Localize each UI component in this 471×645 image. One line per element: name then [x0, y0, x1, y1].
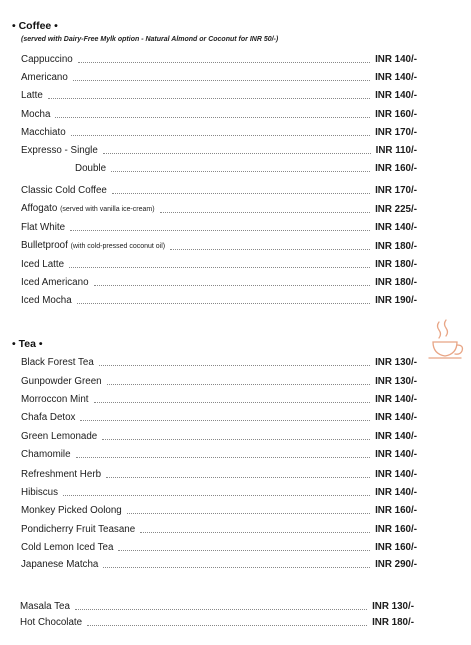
menu-item-bulletproof: [21, 239, 417, 253]
item-price: INR 160/-: [375, 505, 417, 516]
item-price: INR 130/-: [375, 357, 417, 368]
leader-dots: [102, 439, 370, 440]
leader-dots: [87, 625, 367, 626]
item-name: Pondicherry Fruit Teasane: [21, 524, 136, 535]
item-price: INR 160/-: [375, 524, 417, 535]
item-name: Mocha: [21, 109, 51, 120]
item-name: Macchiato: [21, 127, 66, 138]
leader-dots: [77, 303, 370, 304]
item-price: INR 170/-: [375, 127, 417, 138]
item-price: INR 110/-: [375, 145, 417, 156]
item-name: Hot Chocolate: [20, 617, 83, 628]
item-name: Iced Latte: [21, 259, 65, 270]
leader-dots: [94, 285, 371, 286]
leader-dots: [160, 212, 370, 213]
menu-item-expresso-single: [21, 143, 417, 157]
item-name: Cappuccino: [21, 54, 73, 65]
leader-dots: [140, 532, 370, 533]
tea-cup-icon: [427, 318, 465, 362]
menu-item-latte: [21, 88, 417, 102]
item-name: Cold Lemon Iced Tea: [21, 542, 114, 553]
menu-item-iced-mocha: [21, 293, 417, 307]
menu-item-morroccon-mint: [21, 392, 417, 406]
item-name: Chamomile: [21, 449, 71, 460]
leader-dots: [170, 249, 370, 250]
leader-dots: [73, 80, 370, 81]
leader-dots: [99, 365, 370, 366]
leader-dots: [69, 267, 370, 268]
item-price: INR 190/-: [375, 295, 417, 306]
menu-item-iced-americano: [21, 275, 417, 289]
menu-item-flat-white: [21, 220, 417, 234]
menu-item-mocha: [21, 107, 417, 121]
item-price: INR 180/-: [375, 241, 417, 252]
item-price: INR 180/-: [375, 277, 417, 288]
leader-dots: [55, 117, 370, 118]
item-price: INR 160/-: [375, 163, 417, 174]
menu-item-green-lemonade: [21, 429, 417, 443]
item-name-text: Bulletproof: [21, 240, 68, 251]
tea-heading: • Tea •: [12, 338, 43, 350]
menu-item-americano: [21, 70, 417, 84]
menu-item-macchiato: [21, 125, 417, 139]
item-name: [21, 240, 165, 253]
item-price: INR 160/-: [375, 109, 417, 120]
item-name: Iced Mocha: [21, 295, 72, 306]
item-name-text: Affogato: [21, 203, 58, 214]
menu-item-gunpowder-green: [21, 374, 417, 388]
item-price: INR 140/-: [375, 469, 417, 480]
item-name: Chafa Detox: [21, 412, 76, 423]
menu-item-masala-tea: [20, 599, 414, 613]
item-name: Flat White: [21, 222, 66, 233]
leader-dots: [111, 171, 370, 172]
menu-item-classic-cold-coffee: [21, 183, 417, 197]
item-price: INR 225/-: [375, 204, 417, 215]
menu-item-cold-lemon-iced-tea: [21, 540, 417, 554]
item-price: INR 170/-: [375, 185, 417, 196]
menu-item-pondicherry-fruit-teasane: [21, 522, 417, 536]
coffee-note: (served with Dairy-Free Mylk option - Natural Almond or Coconut for INR 50/-): [21, 36, 279, 43]
item-name: Iced Americano: [21, 277, 89, 288]
item-name: Japanese Matcha: [21, 559, 99, 570]
item-price: INR 140/-: [375, 54, 417, 65]
item-name: Hibiscus: [21, 487, 59, 498]
item-price: INR 130/-: [375, 376, 417, 387]
item-price: INR 180/-: [372, 617, 414, 628]
leader-dots: [118, 550, 370, 551]
leader-dots: [106, 477, 370, 478]
menu-item-chamomile: [21, 447, 417, 461]
item-name: [21, 203, 155, 216]
leader-dots: [71, 135, 370, 136]
item-price: INR 160/-: [375, 542, 417, 553]
leader-dots: [112, 193, 370, 194]
item-price: INR 140/-: [375, 72, 417, 83]
item-subnote: (with cold-pressed coconut oil): [70, 243, 166, 250]
coffee-heading: • Coffee •: [12, 20, 58, 32]
item-name: Refreshment Herb: [21, 469, 102, 480]
menu-item-iced-latte: [21, 257, 417, 271]
item-name: Morroccon Mint: [21, 394, 89, 405]
menu-item-monkey-picked-oolong: [21, 503, 417, 517]
item-price: INR 140/-: [375, 412, 417, 423]
menu-item-hot-chocolate: [20, 615, 414, 629]
leader-dots: [75, 609, 367, 610]
item-price: INR 140/-: [375, 394, 417, 405]
item-price: INR 140/-: [375, 222, 417, 233]
item-name: Black Forest Tea: [21, 357, 94, 368]
item-price: INR 290/-: [375, 559, 417, 570]
leader-dots: [78, 62, 370, 63]
menu-item-japanese-matcha: [21, 557, 417, 571]
item-price: INR 180/-: [375, 259, 417, 270]
leader-dots: [48, 98, 370, 99]
menu-item-hibiscus: [21, 485, 417, 499]
menu-item-black-forest-tea: [21, 355, 417, 369]
leader-dots: [103, 567, 370, 568]
menu-item-cappuccino: [21, 52, 417, 66]
item-price: INR 140/-: [375, 449, 417, 460]
item-name: Monkey Picked Oolong: [21, 505, 122, 516]
menu-item-refreshment-herb: [21, 467, 417, 481]
leader-dots: [103, 153, 371, 154]
leader-dots: [80, 420, 370, 421]
leader-dots: [94, 402, 371, 403]
item-name: Double: [75, 163, 107, 174]
item-name: Masala Tea: [20, 601, 70, 612]
item-name: Green Lemonade: [21, 431, 98, 442]
item-price: INR 140/-: [375, 90, 417, 101]
item-price: INR 140/-: [375, 431, 417, 442]
menu-item-expresso-double: [21, 161, 417, 175]
item-name: Gunpowder Green: [21, 376, 102, 387]
leader-dots: [76, 457, 371, 458]
leader-dots: [127, 513, 370, 514]
menu-item-chafa-detox: [21, 410, 417, 424]
item-name: Classic Cold Coffee: [21, 185, 107, 196]
item-price: INR 130/-: [372, 601, 414, 612]
item-name: Latte: [21, 90, 43, 101]
item-subnote: (served with vanilla ice-cream): [60, 206, 155, 213]
leader-dots: [63, 495, 370, 496]
item-name: Expresso - Single: [21, 145, 98, 156]
menu-item-affogato: [21, 202, 417, 216]
item-price: INR 140/-: [375, 487, 417, 498]
leader-dots: [107, 384, 370, 385]
leader-dots: [70, 230, 370, 231]
item-name: Americano: [21, 72, 68, 83]
